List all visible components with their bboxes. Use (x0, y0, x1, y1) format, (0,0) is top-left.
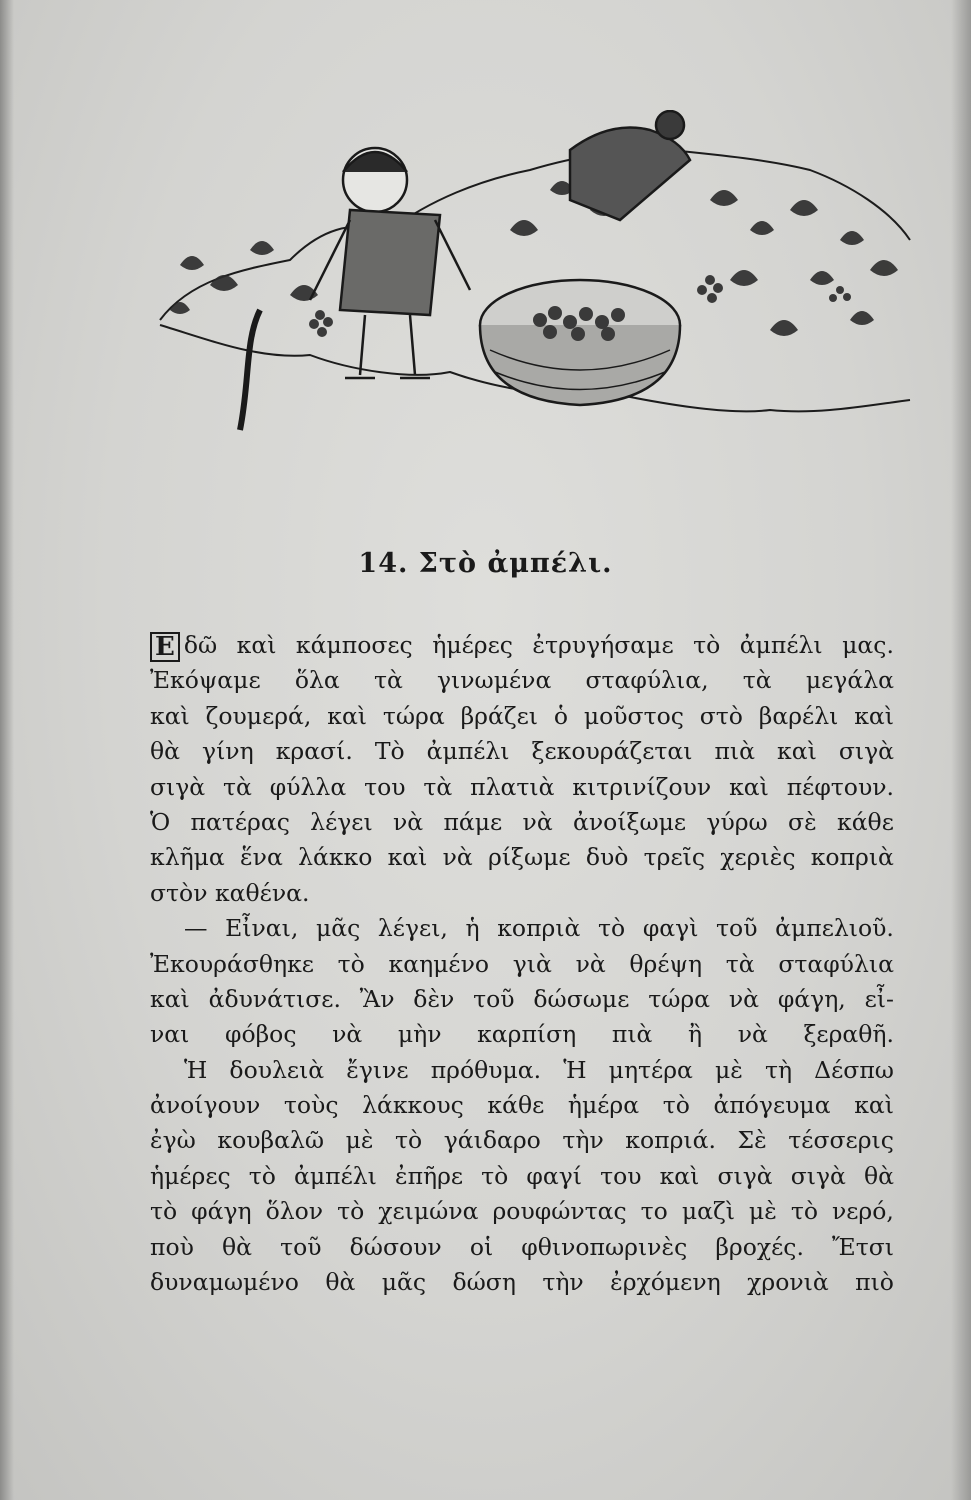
text-line (150, 699, 894, 734)
word: λάκκο (298, 843, 373, 872)
word: ἀμπελιοῦ. (775, 914, 894, 943)
word: κλῆμα (150, 843, 225, 872)
word: φύλλα (269, 772, 347, 801)
word: ἐγὼ (150, 1126, 196, 1155)
text-line (150, 1088, 894, 1123)
word: κάθε (487, 1091, 545, 1120)
word: τὴ (764, 1055, 793, 1084)
word: μᾶς (381, 1268, 427, 1297)
word: καὶ (150, 984, 190, 1013)
word: θρέψη (629, 949, 703, 978)
word: ξεραθῆ. (803, 1020, 894, 1049)
word: καρπίση (477, 1020, 577, 1049)
word: νὰ (393, 807, 424, 836)
text-line (150, 1123, 894, 1158)
word: φαγὶ (642, 914, 699, 943)
word: τοὺς (283, 1091, 339, 1120)
word: οἱ (469, 1232, 494, 1261)
word: τὴν (542, 1268, 584, 1297)
word: ἀπόγευμα (713, 1091, 831, 1120)
word: καὶ (854, 1091, 894, 1120)
text-line (150, 1194, 894, 1229)
paragraph-2 (150, 911, 894, 1053)
word: ἀμπέλι (739, 631, 823, 659)
word: ἐτρυγήσαμε (532, 631, 674, 659)
word: δυὸ (585, 843, 629, 872)
word: βράζει (460, 701, 538, 730)
word: το (640, 1197, 668, 1226)
word: δώσωμε (533, 984, 630, 1013)
drop-cap: Ε (150, 632, 180, 662)
word: καημένο (388, 949, 490, 978)
word: τὸ (662, 1091, 690, 1120)
word: ἡμέρες (432, 631, 513, 659)
word: τὸ (790, 1197, 818, 1226)
word: Ἐκόψαμε (150, 666, 261, 695)
word: ἀδυνάτισε. (208, 984, 341, 1013)
word: ἀμπέλι (294, 1161, 377, 1190)
word: δυναμωμένο (150, 1268, 299, 1297)
word: ἡ (465, 914, 480, 943)
word: πρόθυμα. (430, 1055, 542, 1084)
word: ὅλον (265, 1197, 324, 1226)
word: Ἡ (563, 1055, 587, 1084)
word: κουβαλῶ (217, 1126, 325, 1155)
word: πιὰ (714, 737, 756, 766)
word: τὸ (693, 631, 721, 659)
text-line (150, 1230, 894, 1265)
word: γίνη (202, 737, 254, 766)
word: τὸ (337, 1197, 365, 1226)
word: θὰ (863, 1161, 894, 1190)
word: δώση (452, 1268, 516, 1297)
word: σιγὰ (790, 1161, 846, 1190)
word: καὶ (729, 772, 769, 801)
word: χεριὲς (720, 843, 796, 872)
word: ἀνοίγουν (150, 1091, 261, 1120)
word: νὰ (522, 807, 553, 836)
word: γύρω (706, 807, 768, 836)
word: ἢ (688, 1020, 703, 1049)
word: Ἔτσι (832, 1232, 894, 1261)
word: λάκκους (362, 1091, 464, 1120)
word: ζουμερά, (205, 701, 312, 730)
text-line (150, 982, 894, 1017)
word: ἐπῆρε (394, 1161, 464, 1190)
word: σιγὰ (838, 737, 894, 766)
word: Ἐκουράσθηκε (150, 949, 314, 978)
text-line (150, 734, 894, 769)
word: Ὁ (150, 807, 171, 836)
text-line (150, 805, 894, 840)
first-word-group (150, 628, 217, 663)
word: θὰ (325, 1268, 356, 1297)
word: φαγί (526, 1161, 582, 1190)
word: νὰ (332, 1020, 363, 1049)
word: πιὸ (855, 1268, 894, 1297)
word: χειμώνα (378, 1197, 479, 1226)
word: μὴν (397, 1020, 442, 1049)
word: ναι (150, 1020, 190, 1049)
word: σιγὰ (150, 772, 206, 801)
text-line (150, 770, 894, 805)
word: ἡμέρα (567, 1091, 640, 1120)
word: καὶ (387, 843, 428, 872)
word: ἡμέρες (150, 1161, 231, 1190)
word: τὰ (373, 666, 403, 695)
word: μὲ (345, 1126, 374, 1155)
word: πλατιὰ (470, 772, 555, 801)
text-line (150, 628, 894, 663)
paragraph-1 (150, 628, 894, 911)
word: κάθε (837, 807, 894, 836)
text-line (150, 663, 894, 698)
word: φθινοπωρινὲς (521, 1232, 688, 1261)
word: Εἶναι, (225, 914, 299, 943)
word: θὰ (150, 737, 181, 766)
word: τὸ (150, 1197, 178, 1226)
word: Δέσπω (814, 1055, 894, 1084)
word: γάιδαρο (443, 1126, 541, 1155)
word: ρίξωμε (488, 843, 571, 872)
word: τὸ (337, 949, 365, 978)
word: κοπριά. (625, 1126, 716, 1155)
word: Τὸ (374, 737, 405, 766)
word: κοπριὰ (810, 843, 894, 872)
word: ὅλα (294, 666, 340, 695)
word: γινωμένα (437, 666, 552, 695)
word: ρουφώντας (492, 1197, 627, 1226)
text-line (150, 1017, 894, 1052)
word: ἕνα (240, 843, 283, 872)
word: κάμποσες (295, 631, 413, 659)
word: δῶ (183, 631, 218, 659)
word: ἀμπέλι (426, 737, 510, 766)
word: ὁ (553, 701, 568, 730)
word: Ἡ (184, 1055, 208, 1084)
word: τὸ (248, 1161, 276, 1190)
word: τὰ (223, 772, 252, 801)
paragraph-3 (150, 1053, 894, 1301)
word: ἔγινε (346, 1055, 409, 1084)
text-line (150, 1159, 894, 1194)
word: σιγὰ (717, 1161, 773, 1190)
word: Σὲ (737, 1126, 767, 1155)
word: μὲ (714, 1055, 743, 1084)
word: τὸ (598, 914, 626, 943)
word: κιτρινίζουν (572, 772, 712, 801)
word: δουλειὰ (229, 1055, 325, 1084)
word: στὸ (699, 701, 743, 730)
word: καὶ (327, 701, 368, 730)
word: του (600, 1161, 642, 1190)
text-line (150, 947, 894, 982)
word: τὸ (481, 1161, 509, 1190)
word: τοῦ (280, 1232, 322, 1261)
word: — (184, 914, 208, 943)
word: καὶ (150, 701, 190, 730)
word: βαρέλι (758, 701, 839, 730)
word: πιὰ (611, 1020, 653, 1049)
word: πάμε (443, 807, 503, 836)
word: τοῦ (716, 914, 758, 943)
word: τὰ (725, 949, 755, 978)
word: φάγη (191, 1197, 252, 1226)
word: τὰ (423, 772, 453, 801)
word: ποὺ (150, 1232, 194, 1261)
word: καὶ (777, 737, 817, 766)
text-line (150, 876, 894, 911)
word: καὶ (236, 631, 277, 659)
word: λέγει, (377, 914, 448, 943)
word: δὲν (413, 984, 455, 1013)
word: μεγάλα (805, 666, 894, 695)
word: μας. (842, 631, 894, 659)
word: νὰ (737, 1020, 768, 1049)
word: τὸ (395, 1126, 423, 1155)
word: τὴν (562, 1126, 604, 1155)
word: πατέρας (190, 807, 290, 836)
word: καὶ (659, 1161, 700, 1190)
word: τρεῖς (643, 843, 706, 872)
word: μοῦστος (583, 701, 684, 730)
word: καὶ (854, 701, 894, 730)
word: κοπριὰ (497, 914, 581, 943)
word: σὲ (788, 807, 817, 836)
text-line (150, 840, 894, 875)
word: τώρα (382, 701, 445, 730)
text-line (150, 1053, 894, 1088)
chapter-title: 14. Στὸ ἀμπέλι. (358, 548, 613, 579)
word: εἶ- (864, 984, 894, 1013)
line-text: στὸν καθένα. (150, 878, 310, 907)
word: γιὰ (512, 949, 552, 978)
word: ἐρχόμενη (610, 1268, 721, 1297)
word: ξεκουράζεται (531, 737, 693, 766)
word: πέφτουν. (786, 772, 894, 801)
word: Ἂν (359, 984, 395, 1013)
text-line (150, 1265, 894, 1300)
word: βροχές. (715, 1232, 804, 1261)
word: ἀνοίξωμε (573, 807, 687, 836)
word: δώσουν (349, 1232, 442, 1261)
word: νερό, (831, 1197, 894, 1226)
word: τώρα (648, 984, 711, 1013)
word: νὰ (442, 843, 473, 872)
word: νὰ (575, 949, 606, 978)
word: σταφύλια (778, 949, 894, 978)
word: κρασί. (275, 737, 353, 766)
word: του (364, 772, 406, 801)
word: τέσσερις (788, 1126, 894, 1155)
word: μαζὶ (681, 1197, 735, 1226)
word: λέγει (310, 807, 373, 836)
word: μητέρα (608, 1055, 693, 1084)
vineyard-harvest-illustration (150, 110, 920, 440)
word: χρονιὰ (747, 1268, 829, 1297)
word: θὰ (221, 1232, 253, 1261)
word: μᾶς (315, 914, 361, 943)
word: σταφύλια, (585, 666, 709, 695)
word: νὰ (728, 984, 760, 1013)
word: τὰ (742, 666, 772, 695)
word: μὲ (748, 1197, 777, 1226)
word: φάγη, (777, 984, 846, 1013)
text-line (150, 911, 894, 946)
word: τοῦ (473, 984, 515, 1013)
body-text (150, 628, 894, 1300)
word: φόβος (224, 1020, 297, 1049)
